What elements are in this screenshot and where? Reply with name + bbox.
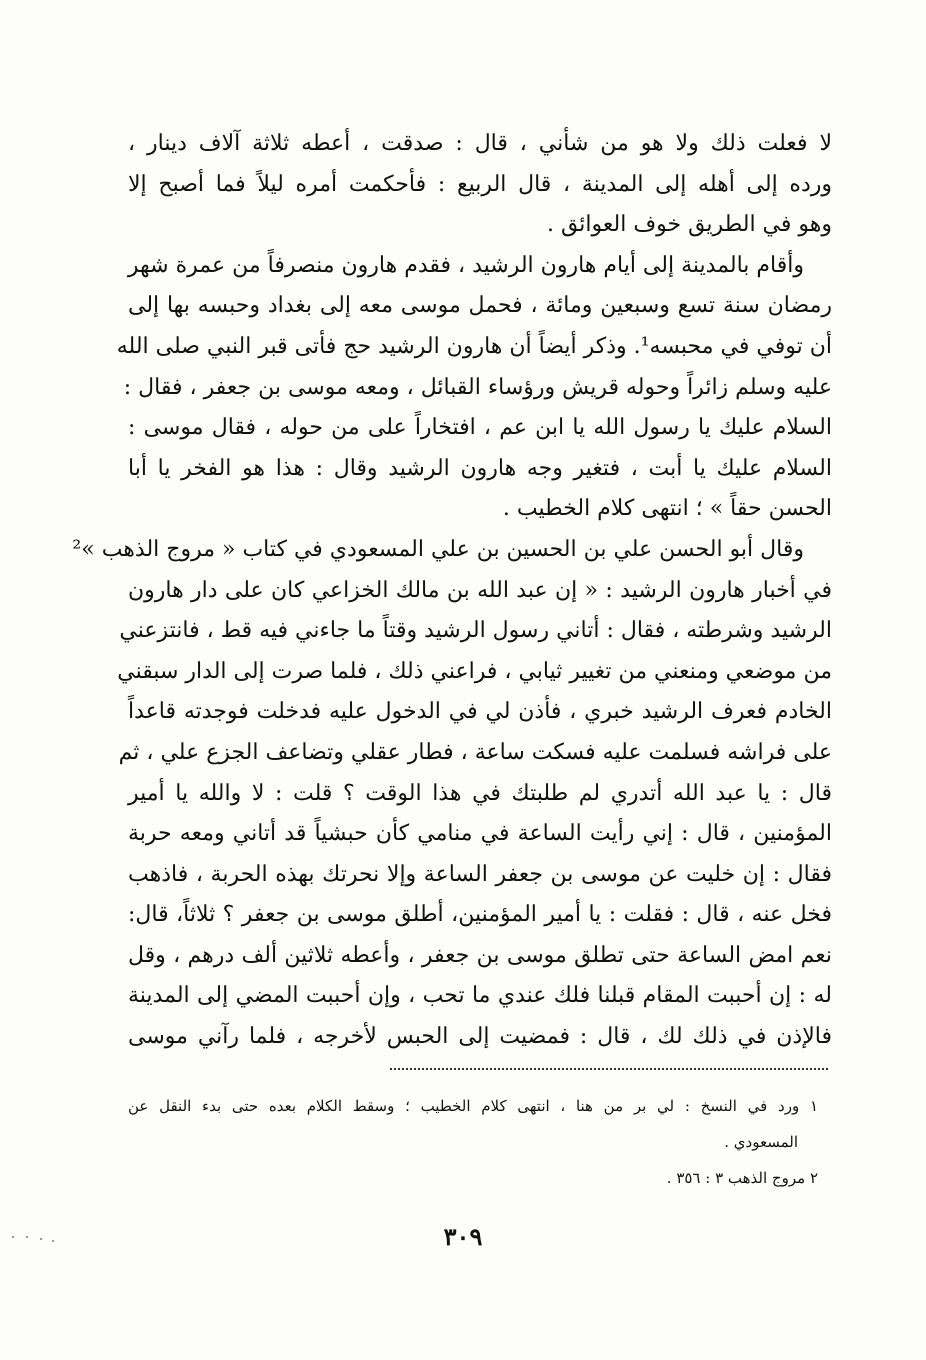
- text-line: ورده إلى أهله إلى المدينة ، قال الربيع : فأحكمت أمره ليلاً فما أصبح إلا: [128, 171, 832, 197]
- footnote-divider: [390, 1068, 828, 1070]
- text-line: السلام عليك يا أبت ، فتغير وجه هارون الرشيد وقال : هذا هو الفخر يا أبا: [128, 455, 832, 481]
- footnote-line: ١ ورد في النسخ : لي بر من هنا ، انتهى كلام الخطيب ؛ وسقط الكلام بعده حتى بدء النقل عن: [128, 1097, 818, 1115]
- text-line: وأقام بالمدينة إلى أيام هارون الرشيد ، فقدم هارون منصرفاً من عمرة شهر: [127, 252, 804, 278]
- scan-speck: [52, 1240, 54, 1242]
- text-line: عليه وسلم زائراً وحوله قريش ورؤساء القبائل ، ومعه موسى بن جعفر ، فقال :: [123, 374, 832, 400]
- text-line: نعم امض الساعة حتى تطلق موسى بن جعفر ، وأعطه ثلاثين ألف درهم ، وقل: [128, 942, 832, 968]
- text-line: قال : يا عبد الله أتدري لم طلبتك في هذا الوقت ؟ قلت : لا والله يا أمير: [128, 780, 832, 806]
- text-line: وهو في الطريق خوف العوائق .: [546, 212, 832, 238]
- text-line: من موضعي ومنعني من تغيير ثيابي ، فراعني ذلك ، فلما صرت إلى الدار سبقني: [117, 658, 832, 684]
- text-line: أن توفي في محبسه¹. وذكر أيضاً أن هارون الرشيد حج فأتى قبر النبي صلى الله: [116, 333, 832, 359]
- text-line: فخل عنه ، قال : فقلت : يا أمير المؤمنين، أطلق موسى بن جعفر ؟ ثلاثاً، قال:: [128, 902, 832, 928]
- text-line: لا فعلت ذلك ولا هو من شأني ، قال : صدقت ، أعطه ثلاثة آلاف دينار ،: [128, 131, 832, 156]
- text-line: الرشيد وشرطته ، فقال : أتاني رسول الرشيد وقتاً ما جاءني فيه قط ، فانتزعني: [119, 618, 832, 644]
- text-line: وقال أبو الحسن علي بن الحسين بن علي المسعودي في كتاب « مروج الذهب »²: [72, 536, 804, 562]
- text-line: رمضان سنة تسع وسبعين ومائة ، فحمل موسى معه إلى بغداد وحبسه بها إلى: [128, 293, 832, 319]
- text-line: فقال : إن خليت عن موسى بن جعفر الساعة وإلا نحرتك بهذه الحربة ، فاذهب: [128, 861, 832, 887]
- text-line: المؤمنين ، قال : إني رأيت الساعة في منامي كأن حبشياً قد أتاني ومعه حربة: [128, 821, 832, 847]
- scan-speck: [26, 1236, 28, 1238]
- text-line: الحسن حقاً » ؛ انتهى كلام الخطيب .: [502, 496, 832, 522]
- text-line: فالإذن في ذلك لك ، قال : فمضيت إلى الحبس لأخرجه ، فلما رآني موسى: [128, 1024, 832, 1050]
- text-line: الخادم فعرف الرشيد خبري ، فأذن لي في الدخول عليه فدخلت فوجدته قاعداً: [128, 699, 832, 725]
- page-number: ٣٠٩: [443, 1222, 483, 1251]
- text-line: في أخبار هارون الرشيد : « إن عبد الله بن مالك الخزاعي كان على دار هارون: [128, 577, 832, 603]
- main-text: [72, 124, 832, 1058]
- text-line: له : إن أحببت المقام قبلنا فلك عندي ما تحب ، وإن أحببت المضي إلى المدينة: [128, 983, 832, 1009]
- scan-speck: [12, 1236, 14, 1238]
- text-line: السلام عليك يا رسول الله يا ابن عم ، افتخاراً على من حوله ، فقال موسى :: [128, 415, 832, 441]
- scan-speck: [40, 1238, 42, 1240]
- footnotes: [128, 1088, 818, 1196]
- footnote-line: ٢ مروج الذهب ٣ : ٣٥٦ .: [666, 1169, 818, 1187]
- text-line: على فراشه فسلمت عليه فسكت ساعة ، فطار عقلي وتضاعف الجزع علي ، ثم: [118, 739, 832, 765]
- footnote-line: المسعودي .: [724, 1133, 798, 1151]
